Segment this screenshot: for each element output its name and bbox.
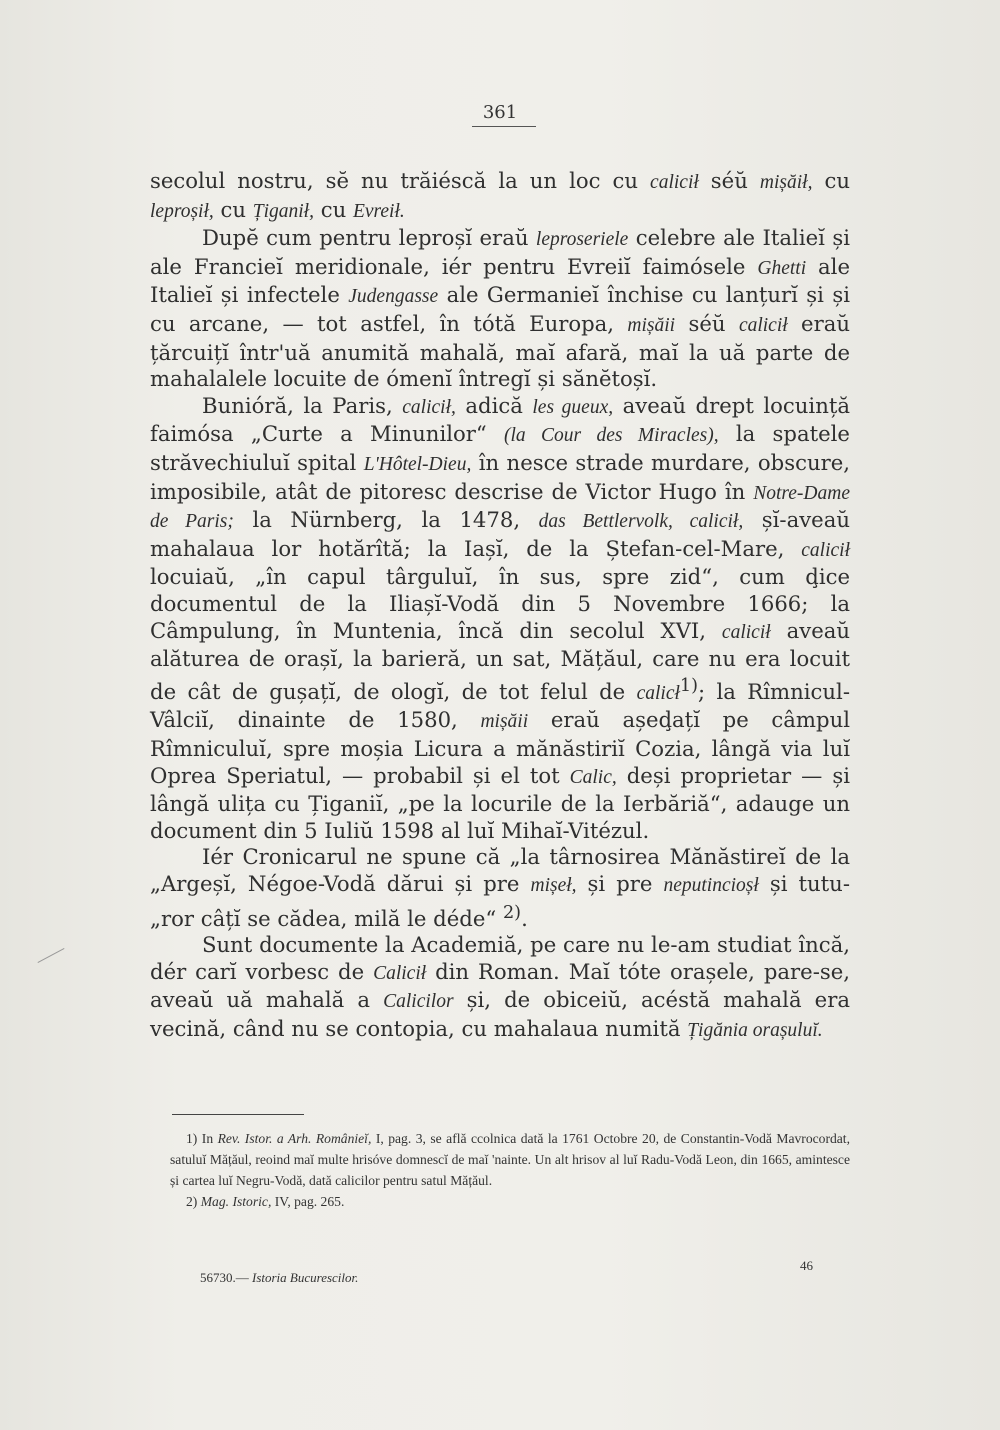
- footnote: [170, 1191, 850, 1212]
- italic-term: les gueux,: [532, 396, 614, 418]
- italic-term: mișeł,: [530, 874, 577, 896]
- text-run: la spatele străvechiuluĭ spital: [150, 421, 850, 475]
- paragraph: [150, 168, 850, 225]
- text-run: în nesce strade murdare, obscure, imposibile, atât de pitoresc descrise de Victor Hugo în: [150, 449, 850, 504]
- text-run: IV, pag. 265.: [271, 1194, 345, 1209]
- text-run: Sunt documente la Academiă, pe care nu le-am studiat încă, dér carĭ vorbesc de: [150, 932, 850, 984]
- text-run: din Roman. Maĭ tóte orașele, pare-se, aveaŭ uă mahală a: [150, 958, 850, 1013]
- text-run: și pre: [576, 870, 664, 896]
- italic-term: Evreił.: [352, 200, 405, 222]
- page-number: 361: [482, 102, 518, 123]
- text-run: Bunióră, la Paris,: [202, 392, 403, 418]
- text-run: séŭ: [698, 168, 760, 193]
- text-run: și, de obiceiŭ, acéstă mahală era vecină, când nu se contopia, cu mahalaua numită: [150, 987, 850, 1041]
- text-run: și tutu-„ror câțĭ se cădea, milă le déde“: [150, 870, 850, 931]
- page-number-rule: [472, 126, 536, 127]
- italic-term: calicił: [801, 539, 850, 561]
- text-run: adică: [455, 392, 533, 418]
- italic-term: Judengasse: [348, 286, 439, 308]
- paragraph: [150, 932, 850, 1044]
- footnote-ref: 1): [679, 675, 699, 696]
- text-run: șĭ-aveaŭ mahalaua lor hotărîtă; la Iașĭ, de la Ștefan-cel-Mare,: [150, 507, 850, 561]
- italic-term: leproseriele: [535, 229, 629, 251]
- text-run: Dupĕ cum pentru leproșĭ eraŭ: [202, 225, 536, 251]
- text-run: Iér Cronicarul ne spune că „la târnosirea Mănăstireĭ de la „Argeșĭ, Négoe-Vodă dărui și pre: [150, 844, 850, 896]
- italic-term: (la Cour des Miracles),: [503, 425, 719, 447]
- italic-term: leproșił,: [150, 200, 214, 222]
- text-run: ale Italieĭ și infectele: [150, 253, 850, 308]
- footnote-ref: 2): [502, 902, 522, 923]
- paragraph: [150, 844, 850, 932]
- italic-term: das Bettlervolk, calicił,: [538, 511, 744, 533]
- text-run: I, pag. 3, se află ccolnica dată la 1761 Octobre 20, de Constantin-Vodă Mavrocordat, satuluĭ Mățăul, reoind maĭ multe hrisóve domnescĭ de maĭ 'nainte. Un alt hrisov al luĭ Radu-Vodă Leon, din 1665, amintesce și cartea luĭ Negru-Vodă, dată calicilor pentru satul Mățăul.: [170, 1131, 850, 1188]
- italic-term: L'Hôtel-Dieu,: [363, 453, 472, 475]
- text-run: eraŭ țărcuițĭ într'uă anumită mahală, maĭ afară, maĭ la uă parte de mahalalele locuite de ómenĭ întregĭ și sănĕtoșĭ.: [150, 310, 851, 392]
- text-run: locuiaŭ, „în capul târguluĭ, în sus, spre zid“, cum ḑice documentul de la Iliașĭ-Vodă din 5 Novembre 1666; la Câmpulung, în Muntenia, încă din secolul XVI,: [150, 564, 850, 643]
- text-run: 1) In: [186, 1131, 218, 1146]
- text-run: ale Germanieĭ închise cu lanțurĭ și și cu arcane, — tot astfel, în tótă Europa,: [150, 282, 850, 336]
- body-text: [150, 168, 850, 1045]
- italic-term: Țigănia orașuluĭ.: [687, 1019, 823, 1041]
- italic-term: calicił: [738, 314, 788, 336]
- text-run: .: [521, 905, 528, 931]
- sheet-number: 46: [800, 1258, 813, 1273]
- italic-term: calicił: [721, 621, 771, 643]
- text-run: secolul nostru, sĕ nu trăiéscă la un loc cu: [150, 168, 651, 193]
- text-run: celebre ale Italieĭ și ale Francieĭ meridionale, iér pentru Evreiĭ faimósele: [150, 225, 850, 279]
- italic-term: Calicił: [373, 962, 427, 984]
- text-run: cu: [313, 196, 353, 222]
- italic-term: calicił,: [402, 396, 456, 418]
- footnote: [170, 1128, 850, 1191]
- text-run: séŭ: [675, 310, 739, 336]
- italic-term: mișăił,: [759, 172, 813, 193]
- printer-signature: [200, 1270, 358, 1286]
- text-run: ; la Rîmnicul-Vâlciĭ, dinainte de 1580,: [150, 678, 850, 733]
- paragraph: [150, 225, 850, 393]
- footnotes: [170, 1128, 850, 1212]
- italic-term: neputincioșł: [663, 874, 759, 896]
- italic-term: Mag. Istoric,: [200, 1194, 272, 1209]
- signature-title: Istoria Bucurescilor.: [252, 1270, 359, 1285]
- signature-number: 56730.—: [200, 1270, 249, 1285]
- footnote-separator: [172, 1114, 304, 1115]
- margin-pencil-mark: [38, 948, 65, 963]
- italic-term: Calic,: [569, 766, 617, 788]
- italic-term: Țiganił,: [252, 200, 314, 222]
- text-run: la Nürnberg, la 1478,: [233, 507, 539, 533]
- text-run: cu: [213, 196, 253, 222]
- paragraph: [150, 393, 850, 845]
- text-run: aveaŭ alăturea de orașĭ, la barieră, un sat, Mățăul, care nu era locuit de cât de gușațĭ, de ologĭ, de tot felul de: [150, 617, 851, 704]
- italic-term: calicił: [650, 172, 699, 193]
- text-run: 2): [186, 1194, 201, 1209]
- italic-term: calicł: [636, 682, 680, 704]
- italic-term: mișăii: [480, 711, 529, 733]
- italic-term: Ghetti: [757, 257, 807, 279]
- italic-term: Notre-Dame de Paris;: [150, 482, 850, 533]
- text-run: aveaŭ drept locuință faimósa „Curte a Minunilor“: [150, 392, 850, 447]
- text-run: deși proprietar — și lângă ulița cu Țiganiĭ, „pe la locurile de la Ierbăriă“, adauge un document din 5 Iuliŭ 1598 al luĭ Mihaĭ-Vitézul.: [150, 762, 850, 843]
- text-run: cu: [812, 168, 851, 193]
- italic-term: mișăii: [627, 314, 676, 336]
- italic-term: Rev. Istor. a Arh. Românieĭ,: [217, 1131, 372, 1146]
- italic-term: Calicilor: [383, 991, 454, 1013]
- text-run: eraŭ așeḑațĭ pe câmpul Rîmniculuĭ, spre moșia Licura a mănăstiriĭ Cozia, lângă via luĭ Oprea Speriatul, — probabil și el tot: [150, 707, 850, 788]
